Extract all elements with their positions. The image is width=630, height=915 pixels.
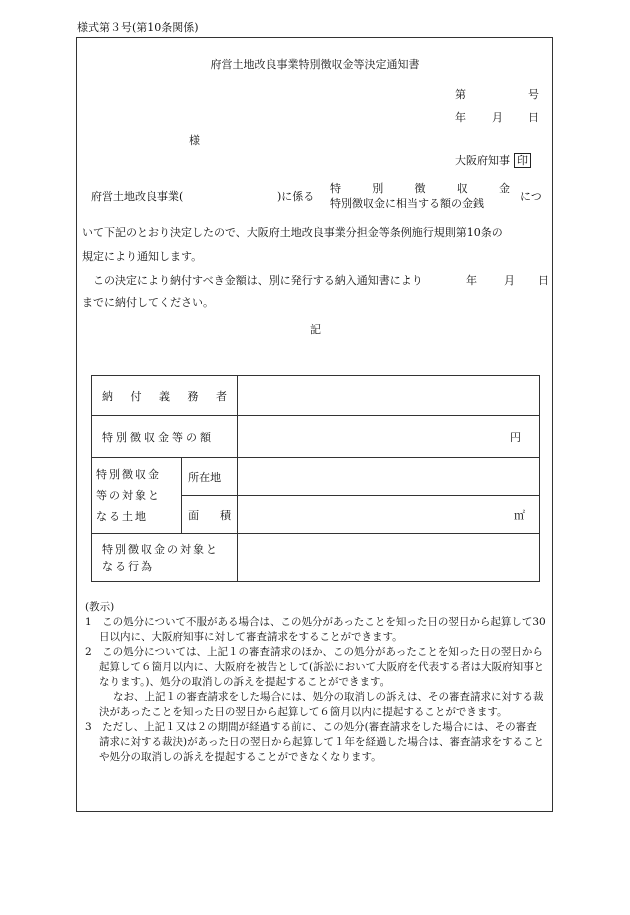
number-prefix: 第 — [455, 88, 466, 101]
location-value[interactable] — [238, 458, 540, 496]
label-char: 者 — [216, 389, 227, 403]
detail-table — [91, 375, 540, 582]
subject-prefix: 府営土地改良事業( — [91, 190, 184, 203]
table-row — [92, 534, 540, 582]
option-char: 徴 — [414, 182, 426, 195]
land-label — [92, 458, 182, 534]
amount-label: 特別徴収金等の額 — [92, 416, 238, 458]
table-row — [92, 376, 540, 416]
label-char: 納 — [102, 389, 113, 403]
date-month: 月 — [492, 111, 503, 124]
body-line-2: 規定により通知します。 — [82, 250, 203, 263]
payment-day: 日 — [538, 274, 549, 287]
form-number-label: 様式第３号(第10条関係) — [77, 21, 199, 34]
land-label-line: 特別徴収金 — [96, 468, 161, 481]
option-char: 別 — [372, 182, 384, 195]
location-label: 所在地 — [182, 458, 238, 496]
land-label-line: 等の対象と — [96, 489, 161, 502]
amount-unit: 円 — [510, 430, 521, 444]
label-char: 積 — [220, 508, 231, 522]
payment-month: 月 — [504, 274, 515, 287]
land-label-line: なる土地 — [96, 510, 148, 523]
subject-trailing: につ — [520, 190, 542, 203]
subject-option-1 — [330, 180, 510, 196]
option-char: 収 — [456, 182, 468, 195]
instructions-heading: (教示) — [85, 601, 115, 613]
body-line-1: いて下記のとおり決定したので、大阪府土地改良事業分担金等条例施行規則第10条の — [82, 226, 503, 239]
number-suffix: 号 — [528, 88, 539, 101]
date-day: 日 — [528, 111, 539, 124]
document-title: 府営土地改良事業特別徴収金等決定通知書 — [210, 58, 420, 71]
label-char: 面 — [188, 508, 200, 522]
payer-label — [92, 376, 238, 416]
option-char: 特 — [330, 182, 341, 195]
label-char: 義 — [159, 389, 170, 403]
instruction-item-2-note: なお、上記１の審査請求をした場合には、処分の取消しの訴えは、その審査請求に対する裁決があったことを知った日の翌日から起算して６箇月以内に提起することができます。 — [99, 691, 544, 718]
date-year: 年 — [455, 111, 466, 124]
body-line-4: までに納付してください。 — [82, 296, 214, 309]
area-label — [182, 496, 238, 534]
issuer — [455, 152, 531, 168]
instruction-item-2: 2 この処分については、上記１の審査請求のほか、この処分があったことを知った日の翌日から起算して６箇月以内に、大阪府を被告として(訴訟において大阪府を代表する者は大阪府知事となります。)、処分の取消しの訴えを提起することができます。 — [85, 646, 545, 688]
label-char: 務 — [187, 389, 199, 403]
area-unit: ㎡ — [514, 508, 525, 522]
act-label-line: 特別徴収金の対象と — [102, 542, 219, 556]
subject-option-2: 特別徴収金に相当する額の金銭 — [330, 197, 484, 210]
act-value[interactable] — [238, 534, 540, 582]
instruction-item-3: 3 ただし、上記１又は２の期間が経過する前に、この処分(審査請求をした場合には、その審査請求に対する裁決)があった日の翌日から起算して１年を経過した場合は、審査請求をすることや処分の取消しの訴えを提起することができなくなります。 — [85, 721, 544, 763]
amount-value[interactable] — [238, 416, 540, 458]
payment-year: 年 — [466, 274, 477, 287]
table-row — [92, 458, 540, 496]
area-value[interactable] — [238, 496, 540, 534]
option-char: 金 — [499, 182, 510, 195]
act-label — [92, 534, 238, 582]
seal-mark: 印 — [514, 153, 531, 168]
ki-heading: 記 — [310, 323, 321, 336]
label-char: 付 — [130, 389, 142, 403]
act-label-line: なる行為 — [102, 559, 154, 573]
table-row — [92, 416, 540, 458]
addressee-suffix: 様 — [189, 134, 200, 147]
instruction-item-1: 1 この処分について不服がある場合は、この処分があったことを知った日の翌日から起算して30日以内に、大阪府知事に対して審査請求をすることができます。 — [85, 616, 546, 643]
payer-value[interactable] — [238, 376, 540, 416]
instructions — [85, 600, 547, 765]
subject-suffix: )に係る — [277, 190, 315, 203]
body-line-3: この決定により納付すべき金額は、別に発行する納入通知書により — [93, 274, 423, 287]
issuer-name: 大阪府知事 — [455, 154, 510, 167]
